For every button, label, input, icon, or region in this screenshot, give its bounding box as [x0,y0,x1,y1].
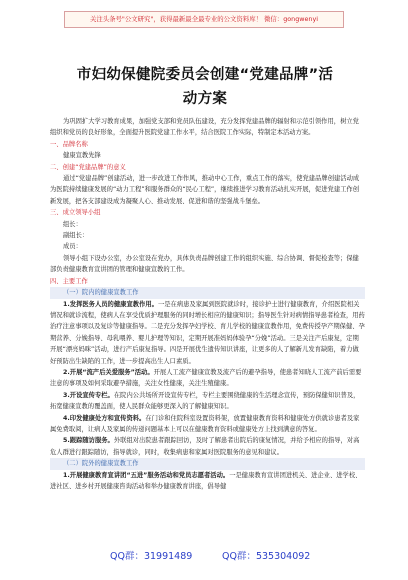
qq-group-1: QQ群：31991489 [110,551,193,562]
leader-label: 组长： [63,220,82,228]
list-item: 5.跟踪随访服务。外联组对出院患者跟踪回访，及时了解患者出院后的康复情况，并给予相应的指导，对高危人群进行跟踪随访，指导就诊，同时，收集病患和家属对医院服务的意见和建议。 [50,437,360,456]
qq-group-2: QQ群：535304092 [222,551,311,562]
subsection-1-heading: （一）院内的健康宣教工作 [50,287,365,298]
list-item: 2.开展“流产后关爱服务”活动。开展人工流产健康宣教及流产后的避孕指导，使患者知晓人工流产前后需要注意的事项及如何采取避孕措施，关注女性健康，关注生殖健康。 [50,368,362,388]
list-item: 1.发挥医务人员的健康宣教作用。一是在病患及家属到医院就诊时，接诊护士进行健康教育，介绍医院相关情况和就诊流程，使病人在享受优质护理服务的同时增长相应的健康知识；指导医生针对病情指导患者检查，用药治疗注意事项以及复诊等健康指导。二是充分发挥孕妇学校、育儿学校的健康宣教作用，免费传授孕产期保健、孕期营养、分娩指导、母乳喂养、婴儿护理等知识，定期开展准妈妈体验孕“分娩”活动。三是关注产后康复，定期开展“漂亮妈咪”活动，进行产后康复指导。四是开展优生遗传知识讲座，让更多的人了解新儿发育缺陷，着力做好预防出生缺陷的工作，进一步提高出生人口素质。 [50,300,365,365]
section-3-heading: 三、成立领导小组 [50,209,101,217]
deputy-leader-label: 副组长： [63,232,89,240]
title-line-2: 动方案 [182,91,228,107]
section-3-paragraph: 领导小组下设办公室，办公室设在党办，具体负责品牌创建工作的组织实施、综合协调、督促检查等；保健部负责健康教育宣讲团的管理和健康宣教的工作。 [50,254,359,274]
title-line-1: 市妇幼保健院委员会创建“党建品牌”活 [76,67,334,83]
brand-name: 健康宣教先锋 [63,152,101,160]
promo-banner: 关注头条号"公文研究"，获得最新最全最专业的公文资料库！ 微信：gongwenyi [64,11,344,28]
section-4-heading: 四、主要工作 [50,277,88,285]
members-label: 成员： [63,243,82,251]
footer [0,548,408,566]
section-2-heading: 二、创建“党建品牌”的意义 [50,163,126,171]
list-item: 4.印发健康处方和宣传资料。在门诊和住院科室设置资料架，放置健康教育资料和健康处方供就诊患者及家属免费取阅，让病人及家属的传递问题基本上可以在健康教育资料或健康处方上找到满意的答复。 [50,414,360,433]
list-item: 1.开展健康教育宣讲团“五进”服务活动和党员志愿者活动。一是健康教育宣讲团进机关、进企业、进学校、进社区、进乡村开展健康咨询活动和举办健康教育讲座，倡导健 [50,471,362,490]
section-1-heading: 一、品牌名称 [50,140,88,148]
section-2-paragraph: 通过“党建品牌”创建活动，进一步改进工作作风，推动中心工作，重点工作的落实，使党建品牌创建活动成为医院持续健康发展的“动力工程”和服务群众的“民心工程”，继续推进学习教育活动扎实开展，促进党建工作创新发展，把各支部建设成为凝聚人心、推动发展、促进和谐的坚强战斗堡垒。 [50,175,360,205]
intro-paragraph: 为巩固扩大学习教育成果，加强党支部和党员队伍建设，充分发挥党建品牌的辐射和示范引领作用，树立党组织和党员的良好形象，全面提升医院党建工作水平，结合医院工作实际，特制定本活动方案。 [50,118,359,137]
document-body [50,116,365,492]
subsection-2-heading: （二）院外的健康宣教工作 [50,458,365,469]
document-title [50,63,360,111]
list-item: 3.开设宣传专栏。在院内公共场所开设宣传专栏，专栏主要围绕健康的生活理念宣传，预防保健知识普及，拓宽健康宣教的覆盖面，使人民群众能够更深入的了解健康知识。 [50,391,360,411]
